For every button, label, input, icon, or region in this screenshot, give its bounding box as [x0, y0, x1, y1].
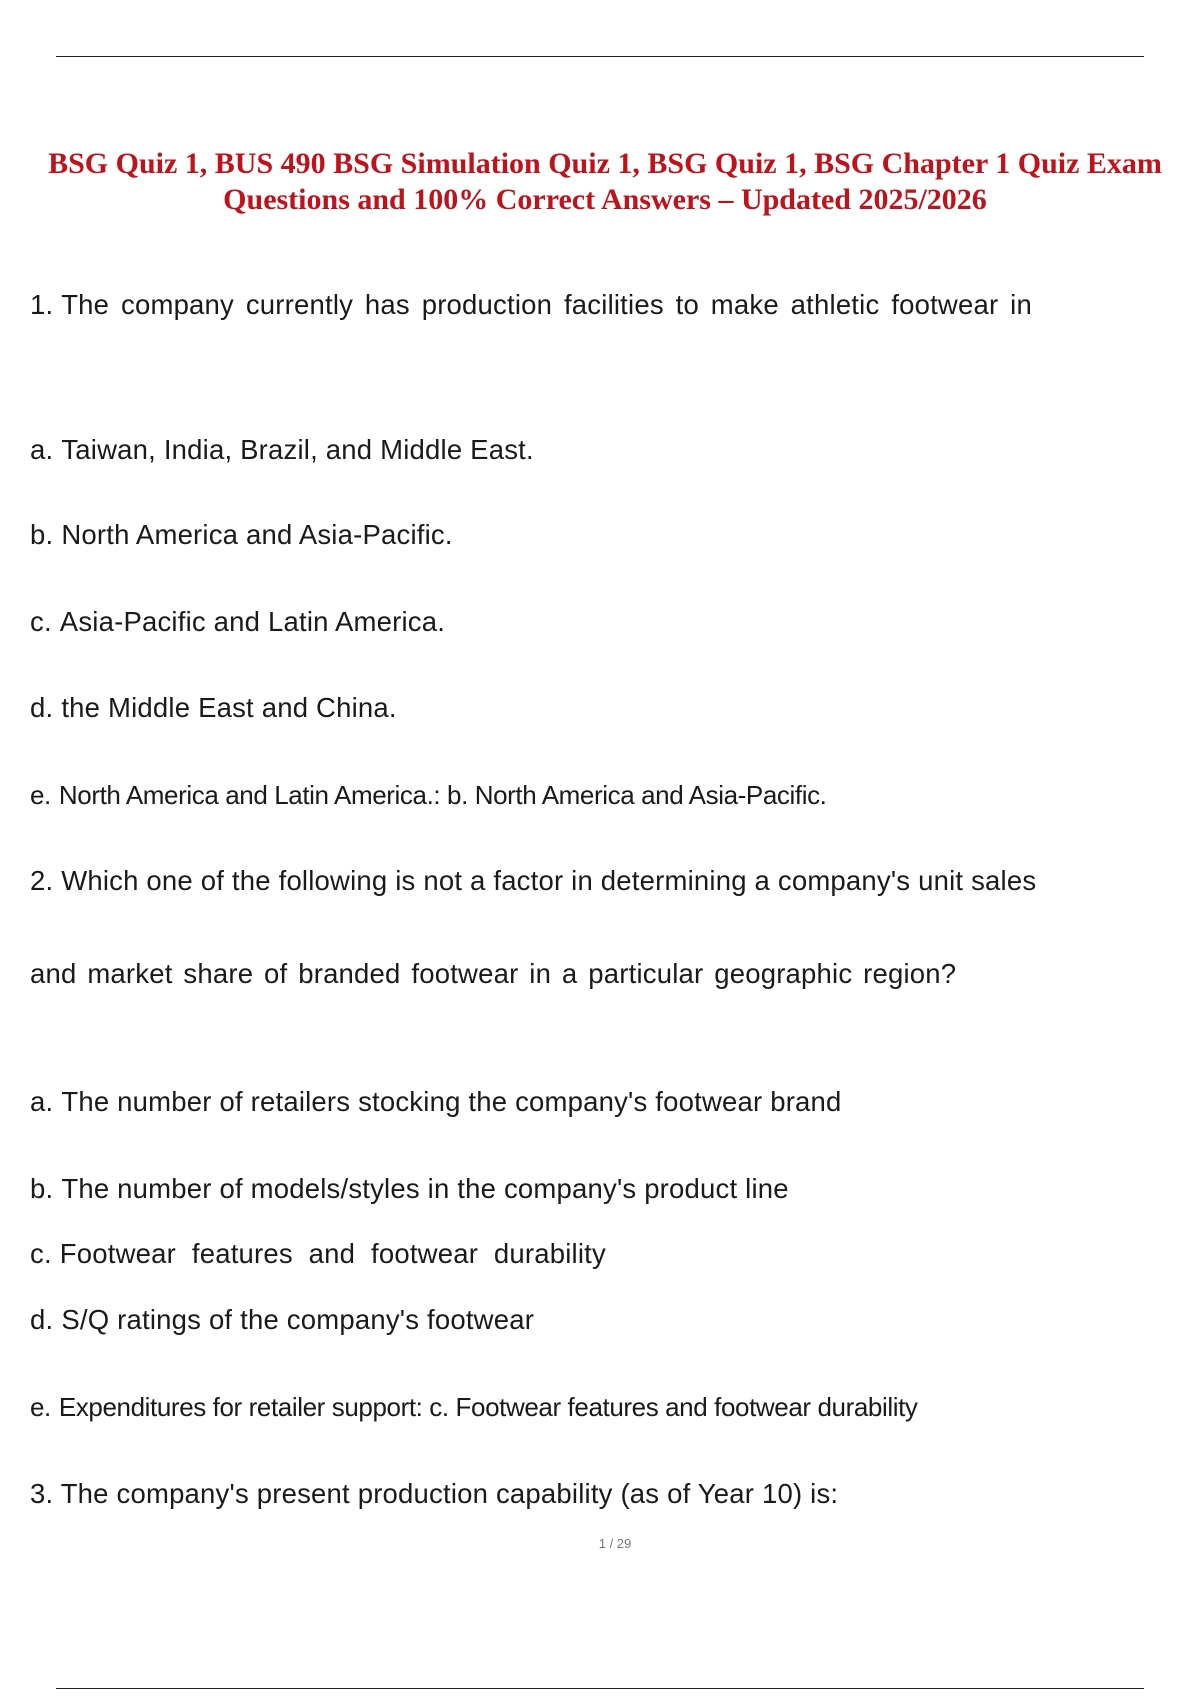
question-3-line-1: The company's present production capability (as of Year 10) is:: [60, 1478, 839, 1509]
question-2-line-1: Which one of the following is not a factor in determining a company's unit sales: [61, 865, 1037, 896]
option-text: Expenditures for retailer support: c. Footwear features and footwear durability: [58, 1392, 918, 1422]
question-1-option-d: [30, 691, 397, 725]
option-text: Footwear features and footwear durability: [59, 1238, 606, 1269]
title-line-1: BSG Quiz 1, BUS 490 BSG Simulation Quiz 1, BSG Quiz 1, BSG Chapter 1 Quiz Exam: [48, 147, 1162, 180]
question-2-number: 2.: [30, 865, 54, 896]
question-3-text: [30, 1477, 838, 1511]
question-1-option-c: [30, 605, 445, 639]
question-1-number: 1.: [30, 289, 54, 320]
option-text: North America and Latin America.: b. North America and Asia-Pacific.: [58, 780, 827, 810]
option-letter: a.: [30, 434, 54, 465]
question-2-text-continued: [30, 957, 956, 991]
option-text: The number of models/styles in the company's product line: [61, 1173, 789, 1204]
option-text: Taiwan, India, Brazil, and Middle East.: [61, 434, 534, 465]
option-letter: e.: [30, 780, 51, 810]
question-1-option-b: [30, 518, 453, 552]
question-1-text: [30, 288, 1032, 322]
option-letter: b.: [30, 1173, 54, 1204]
bottom-rule: [56, 1688, 1144, 1689]
question-2-option-e-with-answer: [30, 1390, 918, 1424]
option-text: the Middle East and China.: [61, 692, 397, 723]
option-text: The number of retailers stocking the company's footwear brand: [61, 1086, 842, 1117]
option-letter: d.: [30, 692, 54, 723]
option-letter: c.: [30, 606, 52, 637]
question-2-option-b: [30, 1172, 789, 1206]
option-letter: e.: [30, 1392, 51, 1422]
question-2-option-a: [30, 1085, 842, 1119]
question-3-number: 3.: [30, 1478, 54, 1509]
document-title: [20, 146, 1190, 218]
option-text: S/Q ratings of the company's footwear: [61, 1304, 535, 1335]
title-line-2: Questions and 100% Correct Answers – Updated 2025/2026: [223, 183, 987, 216]
question-2-line-2: and market share of branded footwear in a particular geographic region?: [30, 958, 957, 989]
page-number: 1 / 29: [598, 1536, 632, 1551]
top-rule: [56, 56, 1144, 57]
question-2-option-d: [30, 1303, 534, 1337]
option-text: North America and Asia-Pacific.: [61, 519, 453, 550]
question-1-option-a: [30, 433, 534, 467]
option-letter: c.: [30, 1238, 52, 1269]
option-text: Asia-Pacific and Latin America.: [59, 606, 446, 637]
option-letter: b.: [30, 519, 54, 550]
option-letter: d.: [30, 1304, 54, 1335]
question-2-text: [30, 864, 1036, 898]
question-1-option-e-with-answer: [30, 778, 827, 812]
question-1-line-1: The company currently has production facilities to make athletic footwear in: [61, 289, 1032, 320]
question-2-option-c: [30, 1237, 606, 1271]
option-letter: a.: [30, 1086, 54, 1117]
